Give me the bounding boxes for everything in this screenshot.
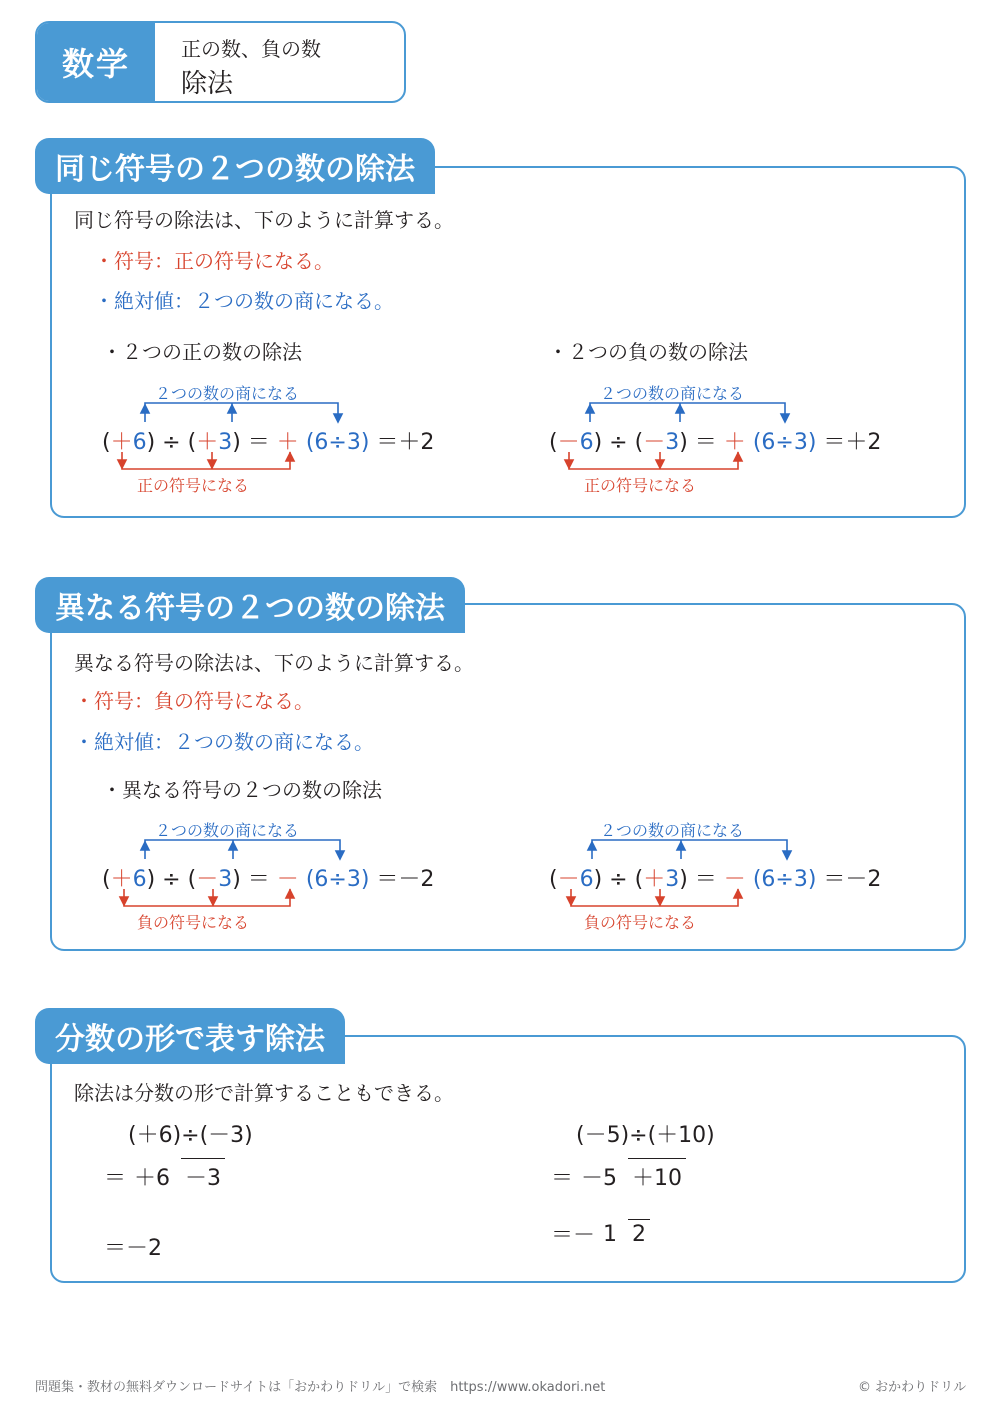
s2r-a-sign: － bbox=[557, 867, 580, 892]
section1-rule-abs: ・絶対値：２つの数の商になる。 bbox=[94, 289, 394, 313]
s2r-b-sign: ＋ bbox=[643, 867, 666, 892]
s2l-r-sign: － bbox=[276, 867, 299, 892]
s3r-fraction bbox=[577, 1158, 686, 1194]
s3-right-fraction-line bbox=[551, 1158, 686, 1194]
s2-right-bottom-label: 負の符号になる bbox=[584, 913, 697, 932]
s2r-result: ＝－2 bbox=[823, 867, 882, 892]
section1-title: 同じ符号の２つの数の除法 bbox=[35, 138, 435, 194]
section1-right-heading: ・２つの負の数の除法 bbox=[548, 340, 748, 364]
section2-title: 異なる符号の２つの数の除法 bbox=[35, 577, 465, 633]
s3-left-expr: (＋6)÷(－3) bbox=[128, 1123, 253, 1148]
s1r-inner: (6÷3) bbox=[752, 430, 817, 455]
s1l-b-sign: ＋ bbox=[196, 430, 219, 455]
s3-left-fraction-line bbox=[104, 1158, 225, 1194]
s2r-a: 6 bbox=[579, 867, 594, 892]
s2-left-equation: (＋6) ÷ (－3) ＝ － (6÷3) ＝－2 bbox=[102, 862, 434, 893]
section1-intro: 同じ符号の除法は、下のように計算する。 bbox=[74, 208, 454, 232]
s3r-res-den: 2 bbox=[628, 1219, 650, 1247]
s1-left-bottom-label: 正の符号になる bbox=[137, 476, 250, 495]
section2-rule-sign: ・符号：負の符号になる。 bbox=[74, 689, 314, 713]
s1-right-equation: (－6) ÷ (－3) ＝ ＋ (6÷3) ＝＋2 bbox=[549, 425, 881, 456]
subject-label: 数学 bbox=[37, 23, 155, 101]
s3-right-expr: (－5)÷(＋10) bbox=[576, 1123, 715, 1148]
s1r-result: ＝＋2 bbox=[823, 430, 882, 455]
s1-left-equation: (＋6) ÷ (＋3) ＝ ＋ (6÷3) ＝＋2 bbox=[102, 425, 434, 456]
s1l-b: 3 bbox=[218, 430, 233, 455]
s3l-fraction bbox=[130, 1158, 225, 1194]
s2l-a: 6 bbox=[132, 867, 147, 892]
s2l-b: 3 bbox=[218, 867, 233, 892]
s1r-a: 6 bbox=[579, 430, 594, 455]
s3r-res-num: 1 bbox=[603, 1221, 618, 1247]
s1r-r-sign: ＋ bbox=[723, 430, 746, 455]
section2-rule-abs: ・絶対値：２つの数の商になる。 bbox=[74, 730, 374, 754]
s3r-eq: ＝ bbox=[551, 1165, 574, 1191]
section2-heading: ・異なる符号の２つの数の除法 bbox=[102, 778, 382, 802]
s3-left-result: ＝－2 bbox=[104, 1236, 162, 1261]
section3-intro: 除法は分数の形で計算することもできる。 bbox=[74, 1081, 454, 1105]
s1l-a-sign: ＋ bbox=[110, 430, 133, 455]
s3l-den: －3 bbox=[181, 1158, 225, 1192]
topic-title: 除法 bbox=[181, 69, 234, 99]
section3-title: 分数の形で表す除法 bbox=[35, 1008, 345, 1064]
s1r-a-sign: － bbox=[557, 430, 580, 455]
s2l-b-sign: － bbox=[196, 867, 219, 892]
s1l-a: 6 bbox=[132, 430, 147, 455]
s2-right-equation: (－6) ÷ (＋3) ＝ － (6÷3) ＝－2 bbox=[549, 862, 881, 893]
s3r-den: ＋10 bbox=[628, 1158, 686, 1192]
footer-left: 問題集・教材の無料ダウンロードサイトは「おかわりドリル」で検索 https://www.okadori.net bbox=[35, 1380, 606, 1395]
s2r-b: 3 bbox=[665, 867, 680, 892]
s3r-num: －5 bbox=[581, 1166, 618, 1191]
s1r-b: 3 bbox=[665, 430, 680, 455]
s2l-result: ＝－2 bbox=[376, 867, 435, 892]
s3r-result-fraction bbox=[599, 1219, 650, 1249]
s2r-inner: (6÷3) bbox=[752, 867, 817, 892]
section2-intro: 異なる符号の除法は、下のように計算する。 bbox=[74, 651, 474, 675]
s1-right-bottom-label: 正の符号になる bbox=[584, 476, 697, 495]
section1-rule-sign: ・符号：正の符号になる。 bbox=[94, 249, 334, 273]
s2-left-top-label: ２つの数の商になる bbox=[155, 821, 300, 840]
s1-left-top-label: ２つの数の商になる bbox=[155, 384, 300, 403]
s2l-a-sign: ＋ bbox=[110, 867, 133, 892]
footer-right: © おかわりドリル bbox=[858, 1380, 967, 1395]
s2l-inner: (6÷3) bbox=[305, 867, 370, 892]
s1l-inner: (6÷3) bbox=[305, 430, 370, 455]
s2-right-top-label: ２つの数の商になる bbox=[600, 821, 745, 840]
s1l-result: ＝＋2 bbox=[376, 430, 435, 455]
s3-right-result-line bbox=[551, 1218, 650, 1249]
s1r-b-sign: － bbox=[643, 430, 666, 455]
s3r-result-prefix: ＝－ bbox=[551, 1223, 596, 1248]
s3l-num: ＋6 bbox=[134, 1166, 171, 1191]
s2r-r-sign: － bbox=[723, 867, 746, 892]
s3l-eq: ＝ bbox=[104, 1165, 127, 1191]
s2-left-bottom-label: 負の符号になる bbox=[137, 913, 250, 932]
s1l-r-sign: ＋ bbox=[276, 430, 299, 455]
section1-left-heading: ・２つの正の数の除法 bbox=[102, 340, 302, 364]
s1-right-top-label: ２つの数の商になる bbox=[600, 384, 745, 403]
unit-title: 正の数、負の数 bbox=[181, 37, 321, 61]
